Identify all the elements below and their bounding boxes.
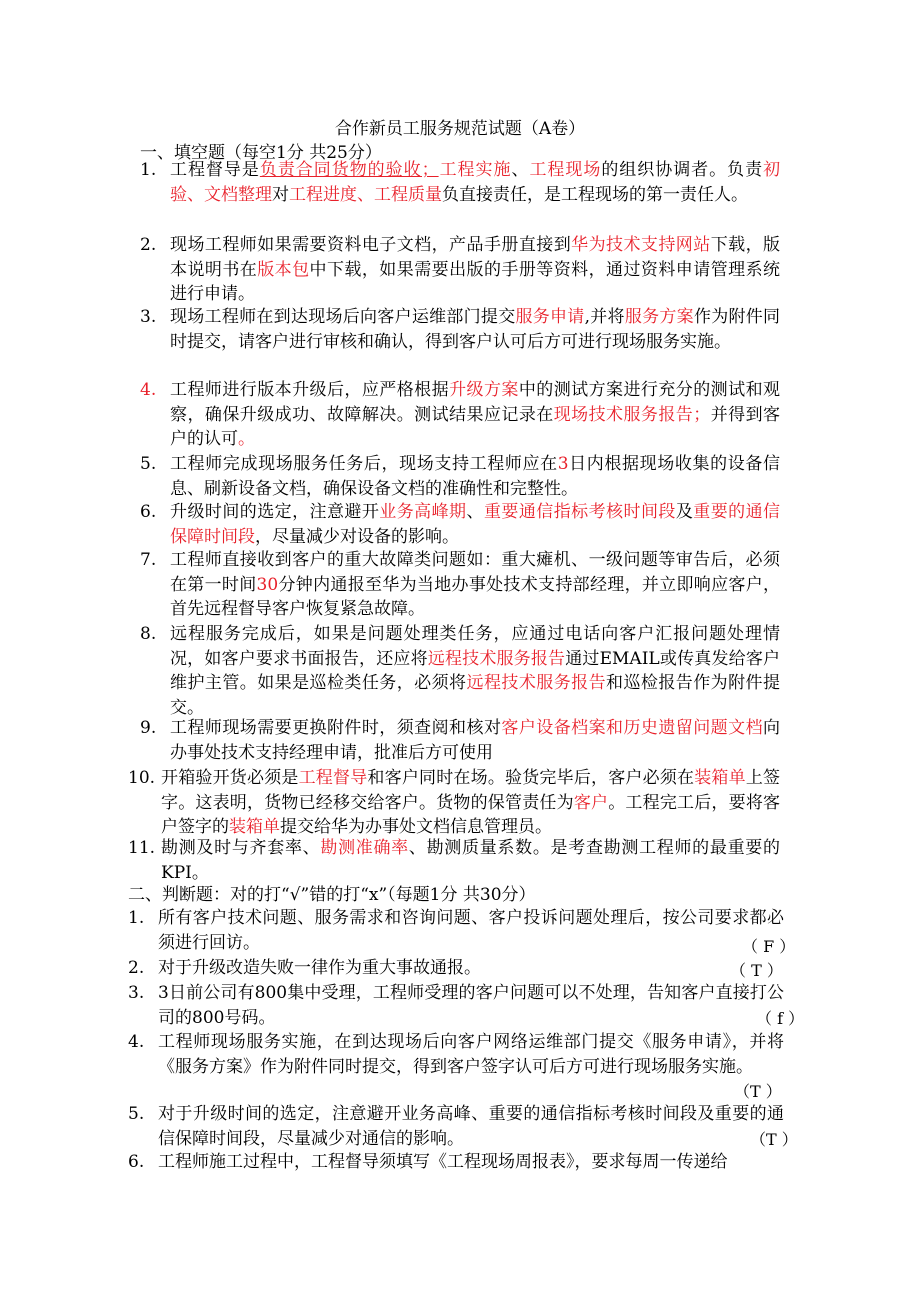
question-text: [170, 500, 780, 549]
question-text: [161, 836, 780, 885]
text-segment: 和巡检报告作为附件提交。: [170, 673, 781, 718]
question-text: [170, 548, 780, 622]
text-segment: 、: [511, 160, 530, 180]
judge-answer: （T ）: [734, 1082, 782, 1101]
text-segment: 和客户同时在场。验货完毕后，客户必须在: [367, 768, 695, 788]
answer-fill: 版本包: [257, 259, 310, 280]
fill-question: [128, 836, 780, 885]
answer-fill: 30: [256, 574, 279, 595]
question-text: [170, 233, 780, 307]
question-text: [161, 766, 780, 840]
fill-question: [140, 158, 780, 207]
judge-question: [128, 981, 784, 1030]
question-text: 对于升级改造失败一律作为重大事故通报。: [158, 958, 481, 978]
fill-question: [140, 452, 780, 501]
judge-question: [128, 1102, 784, 1151]
text-segment: 远程服务完成后，如果是问题处理类任务，应通过电话向客户汇报问题处理情况，如客户要求书面报告，还应将: [170, 624, 780, 669]
judge-answer: （ F ）: [742, 937, 796, 956]
question-text: 工程师现场服务实施，在到达现场后向客户网络运维部门提交《服务申请》，并将《服务方案》作为附件同时提交，得到客户签字认可后方可进行现场服务实施。: [158, 1032, 784, 1077]
answer-fill: 重要通信指标考核时间段: [483, 502, 676, 522]
question-number: 1.: [140, 160, 157, 180]
section-fill-heading: 一、填空题（每空1分 共25分）: [140, 143, 382, 163]
question-number: 8.: [140, 624, 157, 644]
text-segment: 工程师直接收到客户的重大故障类问题如：重大瘫机、一级问题等审告后，必须在第一时间: [170, 550, 780, 595]
question-text: [170, 622, 780, 720]
answer-fill: 3: [557, 454, 569, 474]
text-segment: 工程师现场需要更换附件时，须查阅和核对: [170, 718, 502, 738]
question-number: 3.: [128, 983, 145, 1003]
text-segment: 、: [466, 502, 484, 522]
text-segment: 分钟内通报至华为当地办事处技术支持部经理，并立即响应客户，首先远程督导客户恢复紧急故障。: [170, 574, 781, 619]
question-text: 3日前公司有800集中受理，工程师受理的客户问题可以不处理，告知客户直接打公司的800号码。: [158, 983, 784, 1028]
answer-fill: 客户设备档案和历史遗留问题文档: [501, 718, 764, 738]
text-segment: 的组织协调者。负责: [601, 160, 764, 180]
fill-question: [128, 766, 780, 840]
question-text: 对于升级时间的选定，注意避开业务高峰、重要的通信指标考核时间段及重要的通信保障时间段，尽量减少对通信的影响。: [158, 1104, 784, 1149]
question-number: 7.: [140, 550, 157, 570]
answer-fill: 现场技术服务报告；: [553, 404, 711, 425]
text-segment: 并得到客户的认可: [170, 404, 781, 449]
text-segment: 负直接责任，是工程现场的第一责任人。: [442, 184, 748, 205]
question-number: 3.: [140, 307, 157, 327]
answer-fill: 。: [238, 429, 255, 449]
text-segment: 。工程完工后，要将客户签字的: [161, 792, 781, 837]
question-text: 所有客户技术问题、服务需求和咨询问题、客户投诉问题处理后，按公司要求都必须进行回访。: [158, 908, 784, 953]
answer-fill: 升级方案: [449, 380, 519, 400]
question-text: 工程师施工过程中，工程督导须填写《工程现场周报表》，要求每周一传递给: [158, 1152, 728, 1172]
text-segment: 升级时间的选定，注意避开: [170, 502, 380, 522]
judge-question: [128, 956, 784, 981]
fill-question: [140, 500, 780, 549]
answer-fill: 勘测准确率: [320, 838, 409, 858]
text-segment: 中的测试方案进行充分的测试和观察，确保升级成功、故障解决。测试结果应记录在: [170, 380, 781, 425]
text-segment: 开箱验开货必须是: [161, 768, 299, 788]
text-segment: 及: [675, 502, 694, 522]
fill-question: [140, 305, 780, 354]
answer-fill: 远程技术服务报告: [427, 648, 566, 669]
answer-fill: 装箱单: [694, 768, 746, 788]
fill-question: [140, 622, 780, 720]
section-judge-heading: 二、判断题：对的打“√”错的打“x”（每题1分 共30分）: [128, 885, 536, 905]
fill-question: [140, 548, 780, 622]
text-segment: 提交给华为办事处文档信息管理员。: [280, 817, 552, 837]
text-segment: 通过EMAIL或传真发给客户维护主管。如果是巡检类任务，必须将: [170, 648, 781, 693]
judge-answer: （T ）: [750, 1130, 798, 1149]
judge-answer: （ f ）: [756, 1009, 805, 1028]
question-number: 6.: [128, 1152, 145, 1172]
question-number: 5.: [140, 454, 157, 474]
judge-question: [128, 1030, 784, 1079]
text-segment: 日内根据现场收集的设备信息、刷新设备文档，确保设备文档的准确性和完整性。: [170, 454, 781, 499]
question-number: 5.: [128, 1104, 145, 1124]
text-segment: 、勘测质量系数。是考查勘测工程师的最重要的KPI。: [161, 838, 781, 883]
question-number: 1.: [128, 908, 145, 928]
question-number: 11.: [128, 838, 156, 858]
question-text: [170, 716, 780, 765]
text-segment: ，尽量减少对设备的影响。: [255, 526, 459, 547]
answer-fill: 装箱单: [229, 817, 280, 837]
text-segment: 工程师进行版本升级后，应严格根据: [170, 380, 450, 400]
judge-question: [128, 906, 784, 955]
answer-fill: 工程督导: [298, 768, 368, 788]
doc-title: 合作新员工服务规范试题（A卷）: [334, 119, 586, 139]
answer-fill: 服务申请: [515, 307, 585, 327]
question-number: 2.: [128, 958, 145, 978]
text-segment: 现场工程师如果需要资料电子文档，产品手册直接到: [170, 235, 572, 255]
answer-fill: 初验、文档整理: [170, 160, 781, 205]
judge-answer: （ T ）: [730, 961, 783, 980]
answer-fill: 服务方案: [624, 307, 694, 327]
text-segment: 勘测及时与齐套率、: [161, 838, 321, 858]
question-text: [170, 305, 780, 354]
answer-fill: 工程实施: [438, 160, 512, 180]
answer-fill: 负责合同货物的验收；: [259, 160, 439, 180]
question-number: 10.: [128, 768, 156, 788]
text-segment: 现场工程师在到达现场后向客户运维部门提交: [170, 307, 516, 327]
answer-fill: 业务高峰期: [379, 502, 467, 522]
answer-fill: 远程技术服务报告: [466, 673, 607, 693]
answer-fill: 工程现场: [529, 160, 602, 180]
text-segment: 上签字。这表明，货物已经移交给客户。货物的保管责任为: [161, 768, 781, 813]
text-segment: 工程师完成现场服务任务后，现场支持工程师应在: [170, 454, 558, 474]
fill-question: [140, 233, 780, 307]
question-number: 4.: [128, 1032, 145, 1052]
question-number: 6.: [140, 502, 157, 522]
text-segment: ,并将: [584, 307, 625, 327]
question-number: 9.: [140, 718, 157, 738]
answer-fill: 工程进度、工程质量: [289, 184, 442, 205]
answer-fill: 华为技术支持网站: [571, 235, 711, 255]
answer-fill: 客户: [573, 792, 609, 813]
text-segment: 对: [272, 184, 289, 205]
fill-question: [140, 378, 780, 452]
answer-fill: 重要的通信保障时间段: [170, 502, 781, 547]
question-number: 4.: [140, 380, 157, 400]
text-segment: 中下载，如果需要出版的手册等资料，通过资料申请管理系统进行申请。: [170, 259, 781, 304]
text-segment: 向办事处技术支持经理申请，批准后方可使用: [170, 718, 781, 763]
text-segment: 工程督导是: [170, 160, 260, 180]
question-text: [170, 452, 780, 501]
judge-question: [128, 1150, 784, 1175]
text-segment: 下载，版本说明书在: [170, 235, 781, 280]
text-segment: 作为附件同时提交，请客户进行审核和确认，得到客户认可后方可进行现场服务实施。: [170, 307, 781, 352]
question-text: [170, 378, 780, 452]
question-number: 2.: [140, 235, 157, 255]
fill-question: [140, 716, 780, 765]
question-text: [170, 158, 780, 207]
